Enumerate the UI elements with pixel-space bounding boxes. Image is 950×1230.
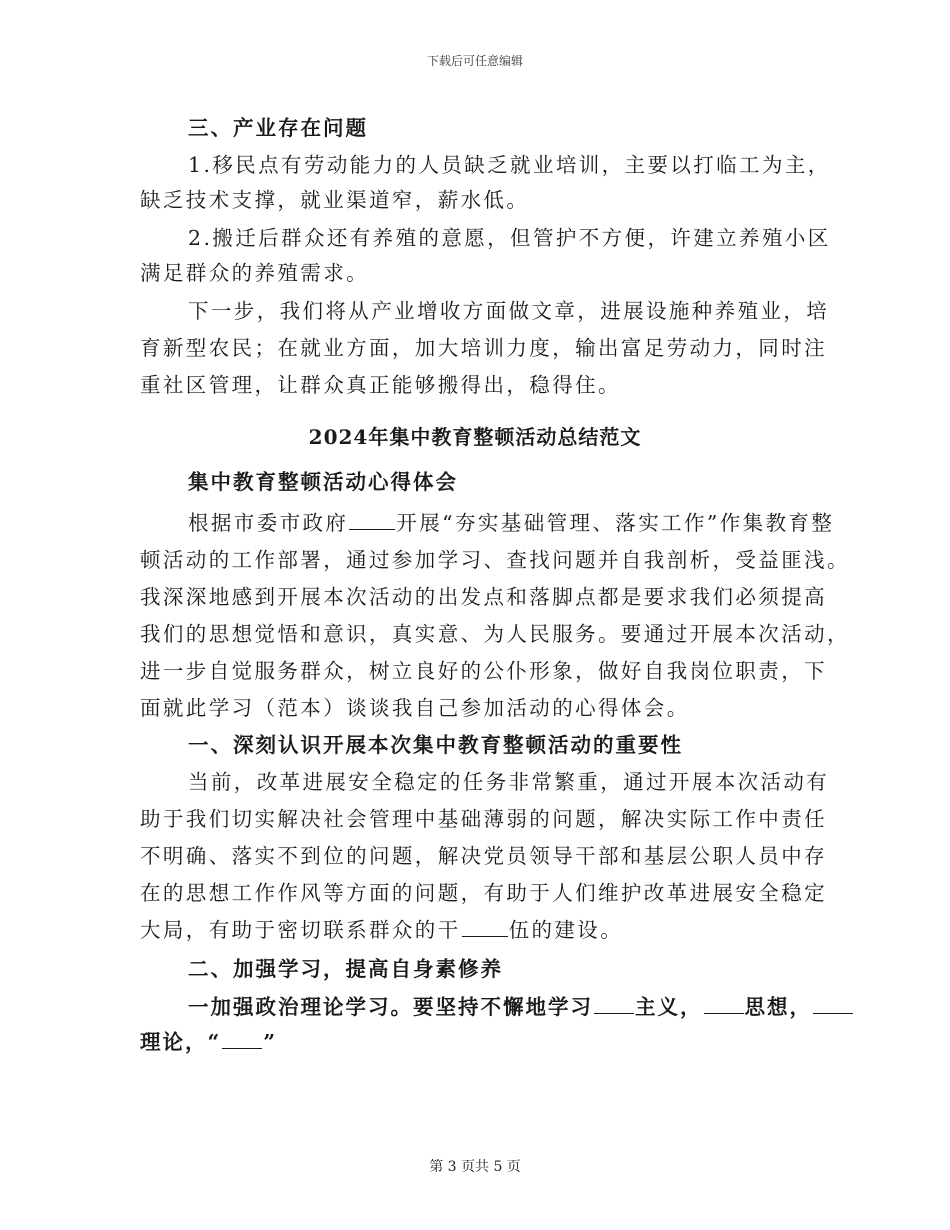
section-one-line3: 不明确、落实不到位的问题，解决党员领导干部和基层公职人员中存: [140, 844, 827, 868]
blank-underline: [462, 916, 508, 937]
blank-underline: [222, 1028, 262, 1049]
section-two-heading: 二、加强学习，提高自身素修养: [188, 957, 503, 981]
subtitle: 集中教育整顿活动心得体会: [188, 470, 458, 494]
page-footer: 第 3 页共 5 页: [429, 1159, 521, 1175]
section-one-line1: 当前，改革进展安全稳定的任务非常繁重，通过开展本次活动有: [188, 770, 830, 794]
next-step-line1: 下一步，我们将从产业增收方面做文章，进展设施种养殖业，培: [188, 299, 830, 323]
blank-underline: [704, 993, 744, 1014]
blank-underline: [594, 993, 634, 1014]
item1-line2: 缺乏技术支撑，就业渠道窄，薪水低。: [140, 188, 530, 212]
blank-underline: [349, 509, 395, 530]
section-one-line5: 大局，有助于密切联系群众的干 伍的建设。: [140, 918, 624, 942]
section-three-heading: 三、产业存在问题: [188, 116, 368, 140]
section-two-line1: 一加强政治理论学习。要坚持不懈地学习 主义， 思想，: [188, 993, 854, 1021]
next-step-line2: 育新型农民；在就业方面，加大培训力度，输出富足劳动力，同时注: [140, 336, 827, 360]
section-one-line4: 在的思想工作作风等方面的问题，有助于人们维护改革进展安全稳定: [140, 881, 827, 905]
intro-line5: 进一步自觉服务群众，树立良好的公仆形象，做好自我岗位职责，下: [140, 659, 827, 683]
intro-line6: 面就此学习（范本）谈谈我自己参加活动的心得体会。: [140, 696, 690, 720]
section-one-heading: 一、深刻认识开展本次集中教育整顿活动的重要性: [188, 733, 683, 757]
item1-line1: 1.移民点有劳动能力的人员缺乏就业培训，主要以打临工为主，: [188, 153, 831, 177]
page-header: 下载后可任意编辑: [426, 54, 523, 68]
item2-line1: 2.搬迁后群众还有养殖的意愿，但管护不方便，许建立养殖小区: [188, 226, 831, 250]
blank-underline: [813, 993, 853, 1014]
section-one-line2: 助于我们切实解决社会管理中基础薄弱的问题，解决实际工作中责任: [140, 807, 827, 831]
intro-line4: 我们的思想觉悟和意识，真实意、为人民服务。要通过开展本次活动，: [140, 622, 850, 646]
section-two-line2: 理论，“ ”: [140, 1030, 278, 1054]
intro-line3: 我深深地感到开展本次活动的出发点和落脚点都是要求我们必须提高: [140, 585, 827, 609]
intro-line1: 根据市委市政府 开展“夯实基础管理、落实工作”作集教育整: [188, 511, 835, 535]
item2-line2: 满足群众的养殖需求。: [140, 261, 369, 285]
next-step-line3: 重社区管理，让群众真正能够搬得出，稳得住。: [140, 373, 621, 397]
document-title: 2024年集中教育整顿活动总结范文: [308, 425, 642, 449]
intro-line2: 顿活动的工作部署，通过参加学习、查找问题并自我剖析，受益匪浅。: [140, 548, 850, 572]
